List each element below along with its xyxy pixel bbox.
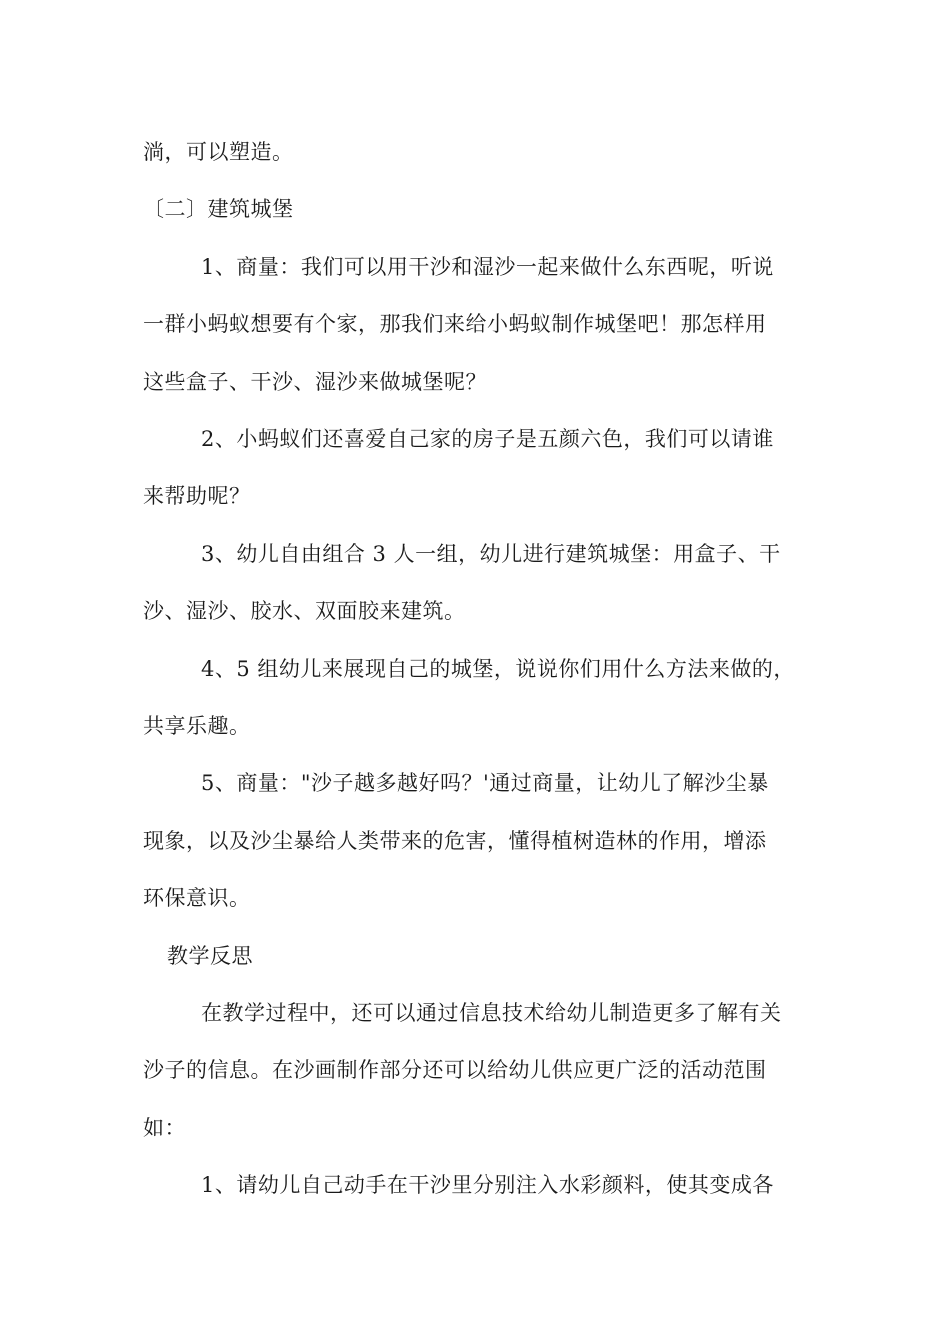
paragraph-line: 1、商量：我们可以用干沙和湿沙一起来做什么东西呢，听说 [201,255,774,279]
paragraph-line: 4、5 组幼儿来展现自己的城堡，说说你们用什么方法来做的， [201,657,795,681]
paragraph-line: 在教学过程中，还可以通过信息技术给幼儿制造更多了解有关 [201,1001,782,1025]
paragraph-line: 1、请幼儿自己动手在干沙里分别注入水彩颜料，使其变成各 [201,1173,774,1197]
paragraph-line: 5、商量："沙子越多越好吗？'通过商量，让幼儿了解沙尘暴 [201,771,769,795]
paragraph-line: 沙、湿沙、胶水、双面胶来建筑。 [143,599,466,623]
paragraph-line: 淌，可以塑造。 [143,140,294,164]
paragraph-line: 3、幼儿自由组合 3 人一组，幼儿进行建筑城堡：用盒子、干 [201,542,781,566]
paragraph-line: 沙子的信息。在沙画制作部分还可以给幼儿供应更广泛的活动范围 [143,1058,767,1082]
paragraph-line: 2、小蚂蚁们还喜爱自己家的房子是五颜六色，我们可以请谁 [201,427,774,451]
paragraph-line: 来帮助呢？ [143,484,251,508]
paragraph-line: 共享乐趣。 [143,714,251,738]
paragraph-line: 这些盒子、干沙、湿沙来做城堡呢？ [143,370,487,394]
section-heading: 〔二〕建筑城堡 [143,197,294,221]
paragraph-line: 现象，以及沙尘暴给人类带来的危害，懂得植树造林的作用，增添 [143,829,767,853]
paragraph-line: 如： [143,1116,186,1140]
paragraph-line: 一群小蚂蚁想要有个家，那我们来给小蚂蚁制作城堡吧！那怎样用 [143,312,767,336]
paragraph-line: 环保意识。 [143,886,251,910]
section-heading: 教学反思 [167,944,253,968]
